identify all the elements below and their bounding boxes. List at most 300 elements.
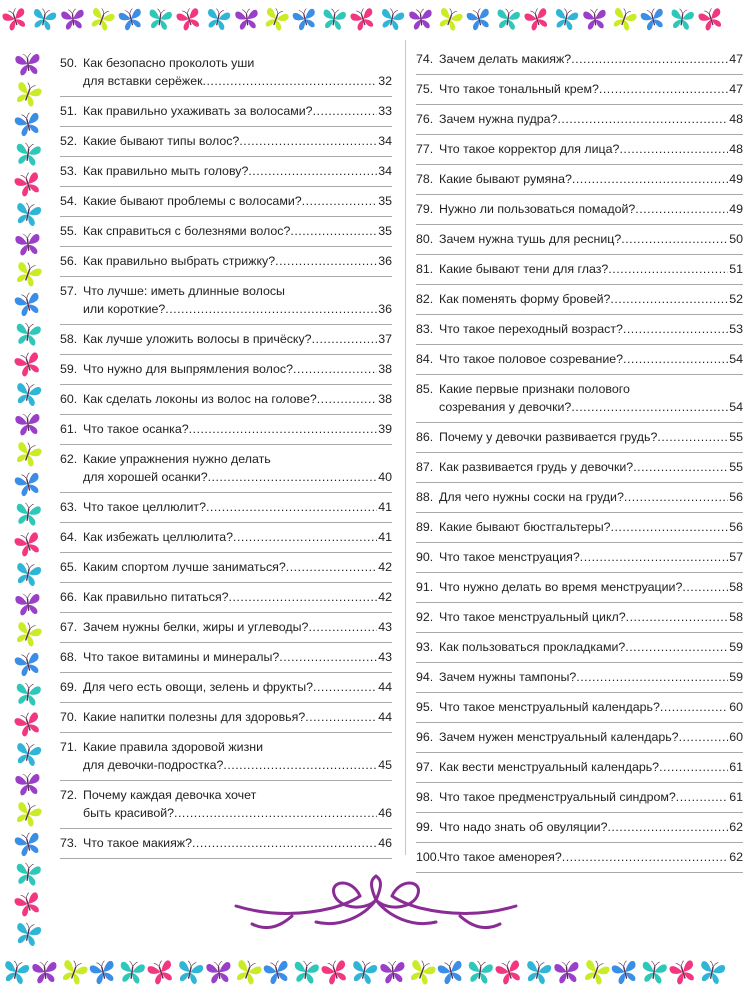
toc-separator [416, 422, 743, 423]
toc-entry [60, 102, 392, 120]
toc-entry-title: Что такое витамины и минералы? [83, 650, 280, 664]
butterfly-icon [204, 957, 235, 988]
toc-entry-number: 52. [60, 134, 78, 148]
toc-entry-title: Что такое осанка? [83, 422, 189, 436]
toc-entry [60, 648, 392, 666]
toc-entry-title: Какие бывают проблемы с волосами? [83, 194, 302, 208]
butterfly-icon [13, 409, 44, 440]
toc-entry-line [60, 738, 392, 756]
toc-dot-leader [660, 698, 728, 716]
butterfly-icon [581, 5, 610, 34]
butterfly-icon [203, 4, 234, 35]
butterfly-icon [10, 526, 45, 561]
toc-entry-title: Что такое менструальный календарь? [439, 700, 660, 714]
toc-entry-number: 85. [416, 382, 434, 396]
toc-separator [416, 512, 743, 513]
toc-entry-number: 50. [60, 56, 78, 70]
butterfly-icon [10, 346, 45, 381]
toc-entry-page: 49 [729, 172, 743, 186]
toc-dot-leader [208, 468, 378, 486]
toc-entry-number: 88. [416, 490, 434, 504]
butterfly-icon [347, 3, 380, 36]
toc-entry-number: 76. [416, 112, 434, 126]
butterfly-icon [552, 957, 583, 988]
butterfly-icon [637, 3, 669, 35]
toc-separator [416, 752, 743, 753]
toc-entry-number: 89. [416, 520, 434, 534]
toc-entry-page: 47 [729, 82, 743, 96]
toc-entry-page: 41 [378, 530, 392, 544]
toc-entry-line [60, 786, 392, 804]
toc-dot-leader [233, 528, 377, 546]
toc-separator [416, 374, 743, 375]
toc-entry-number: 82. [416, 292, 434, 306]
butterfly-icon [10, 166, 45, 201]
toc-separator [60, 522, 392, 523]
toc-entry-number: 53. [60, 164, 78, 178]
toc-dot-leader [248, 162, 377, 180]
toc-dot-leader [623, 320, 728, 338]
toc-entry-line [416, 140, 743, 158]
toc-entry-line [416, 728, 743, 746]
toc-dot-leader [633, 458, 728, 476]
toc-dot-leader [624, 488, 728, 506]
toc-dot-leader [305, 708, 377, 726]
toc-entry-number: 77. [416, 142, 434, 156]
toc-entry-line [60, 678, 392, 696]
toc-entry [60, 132, 392, 150]
butterfly-icon [11, 287, 45, 321]
toc-entry-title: Что такое менструальный цикл? [439, 610, 626, 624]
toc-entry [416, 608, 743, 626]
toc-entry [60, 450, 392, 486]
toc-separator [60, 354, 392, 355]
toc-entry-line [416, 398, 743, 416]
toc-dot-leader [239, 132, 377, 150]
toc-dot-leader [229, 588, 378, 606]
butterfly-icon [173, 955, 206, 988]
butterfly-icon [12, 498, 44, 530]
toc-entry-line [60, 528, 392, 546]
toc-entry-line [416, 608, 743, 626]
toc-entry-line [60, 588, 392, 606]
toc-entry-number: 59. [60, 362, 78, 376]
toc-entry-line [60, 756, 392, 774]
toc-entry-number: 91. [416, 580, 434, 594]
toc-entry-number: 99. [416, 820, 434, 834]
toc-entry-page: 61 [729, 760, 743, 774]
toc-entry-page: 46 [378, 836, 392, 850]
butterfly-icon [464, 956, 496, 988]
toc-entry-title: Что такое целлюлит? [83, 500, 206, 514]
toc-entry-title: Какие правила здоровой жизни [83, 740, 264, 754]
toc-entry-title: Какие упражнения нужно делать [83, 452, 271, 466]
butterfly-icon [551, 4, 582, 35]
toc-dot-leader [576, 668, 728, 686]
butterfly-icon [233, 5, 262, 34]
toc-entry-number: 54. [60, 194, 78, 208]
toc-entry-title: Что надо знать об овуляции? [439, 820, 608, 834]
butterfly-icon [695, 955, 728, 988]
butterfly-icon [290, 956, 322, 988]
butterfly-icon [0, 3, 31, 36]
toc-entry-line [416, 290, 743, 308]
toc-entry-line [60, 54, 392, 72]
toc-entry-line [416, 428, 743, 446]
toc-entry-title: Что такое аменорея? [439, 850, 562, 864]
toc-dot-leader [312, 330, 378, 348]
butterfly-icon [433, 2, 466, 35]
toc-entry-title: Как правильно питаться? [83, 590, 229, 604]
toc-entry-line [416, 320, 743, 338]
toc-entry-line [416, 638, 743, 656]
butterfly-icon [695, 3, 728, 36]
toc-entry-page: 35 [378, 194, 392, 208]
toc-separator [416, 224, 743, 225]
toc-entry-title: Как пользоваться прокладками? [439, 640, 626, 654]
toc-separator [60, 828, 392, 829]
butterfly-icon [289, 3, 321, 35]
toc-entry-line [60, 192, 392, 210]
butterfly-icon [11, 377, 44, 410]
toc-entry-number: 74. [416, 52, 434, 66]
toc-entry-number: 92. [416, 610, 434, 624]
toc-separator [416, 722, 743, 723]
toc-entry-title: Что такое макияж? [83, 836, 192, 850]
toc-entry-title: Как развивается грудь у девочки? [439, 460, 634, 474]
toc-entry-title: Как поменять форму бровей? [439, 292, 611, 306]
toc-dot-leader [608, 260, 728, 278]
butterfly-icon [259, 2, 292, 35]
toc-entry [416, 578, 743, 596]
toc-separator [60, 384, 392, 385]
toc-entry [60, 834, 392, 852]
toc-entry-line [416, 548, 743, 566]
toc-dot-leader [223, 756, 377, 774]
toc-separator [60, 858, 392, 859]
toc-dot-leader [635, 200, 728, 218]
toc-entry-title: Как правильно мыть голову? [83, 164, 249, 178]
toc-entry-line [60, 708, 392, 726]
butterfly-icon [13, 229, 44, 260]
toc-entry-line [60, 558, 392, 576]
toc-entry-page: 59 [729, 670, 743, 684]
toc-entry-title: Нужно ли пользоваться помадой? [439, 202, 636, 216]
toc-entry [416, 260, 743, 278]
toc-dot-leader [192, 834, 377, 852]
toc-entry-line [60, 162, 392, 180]
toc-separator [60, 246, 392, 247]
toc-entry [416, 548, 743, 566]
toc-entry-page: 53 [729, 322, 743, 336]
toc-entry-number: 62. [60, 452, 78, 466]
butterfly-icon [230, 954, 266, 990]
toc-entry [60, 708, 392, 726]
toc-separator [60, 216, 392, 217]
toc-entry-line [416, 848, 743, 866]
toc-separator [60, 780, 392, 781]
toc-entry-number: 56. [60, 254, 78, 268]
toc-entry-title: Почему каждая девочка хочет [83, 788, 257, 802]
butterfly-icon [521, 3, 554, 36]
toc-entry [416, 638, 743, 656]
toc-entry-page: 47 [729, 52, 743, 66]
toc-entry [416, 698, 743, 716]
toc-entry-title: Что такое переходный возраст? [439, 322, 623, 336]
toc-entry-line [60, 222, 392, 240]
toc-entry-number: 80. [416, 232, 434, 246]
butterfly-icon [404, 954, 440, 990]
toc-entry-line [60, 72, 392, 90]
butterfly-icon [115, 3, 147, 35]
toc-dot-leader [621, 230, 728, 248]
toc-entry-line [416, 488, 743, 506]
toc-separator [416, 284, 743, 285]
toc-entry-number: 69. [60, 680, 78, 694]
toc-separator [416, 812, 743, 813]
toc-entry-number: 98. [416, 790, 434, 804]
butterfly-icon [260, 955, 294, 989]
toc-entry-line [416, 518, 743, 536]
toc-dot-leader [623, 350, 728, 368]
toc-entry-line [60, 450, 392, 468]
toc-entry-line [416, 578, 743, 596]
toc-entry-page: 62 [729, 850, 743, 864]
toc-entry-title: Какие бывают типы волос? [83, 134, 240, 148]
toc-separator [60, 732, 392, 733]
toc-entry-title: Что такое корректор для лица? [439, 142, 620, 156]
butterfly-icon [319, 4, 348, 33]
toc-entry-line [60, 300, 392, 318]
butterfly-icon [12, 318, 44, 350]
butterfly-icon [11, 827, 45, 861]
toc-entry-page: 54 [729, 400, 743, 414]
butterfly-icon [11, 467, 45, 501]
toc-separator [60, 582, 392, 583]
toc-entry-page: 54 [729, 352, 743, 366]
butterfly-icon [0, 955, 33, 988]
toc-entry [60, 360, 392, 378]
toc-entry-page: 61 [729, 790, 743, 804]
toc-entry [60, 558, 392, 576]
toc-entry-number: 68. [60, 650, 78, 664]
toc-entry-line [416, 698, 743, 716]
toc-entry-title: Что нужно для выпрямления волос? [83, 362, 294, 376]
toc-entry-title: для хорошей осанки? [83, 470, 208, 484]
toc-entry-number: 57. [60, 284, 78, 298]
toc-entry-title: Как правильно выбрать стрижку? [83, 254, 276, 268]
toc-entry-page: 48 [729, 142, 743, 156]
toc-separator [416, 104, 743, 105]
toc-dot-leader [676, 788, 728, 806]
toc-entry-line [60, 282, 392, 300]
butterfly-icon [12, 858, 44, 890]
toc-entry-number: 97. [416, 760, 434, 774]
butterfly-icon [143, 954, 178, 989]
toc-entry-line [416, 80, 743, 98]
butterfly-icon [578, 954, 614, 990]
toc-separator [416, 602, 743, 603]
butterfly-icon [434, 955, 468, 989]
toc-entry [60, 678, 392, 696]
toc-entry-title: Какие бывают румяна? [439, 172, 572, 186]
toc-entry-number: 55. [60, 224, 78, 238]
toc-entry-title: или короткие? [83, 302, 166, 316]
toc-entry-line [60, 804, 392, 822]
toc-entry-page: 35 [378, 224, 392, 238]
toc-entry-line [416, 170, 743, 188]
toc-dot-leader [682, 578, 728, 596]
butterfly-icon [407, 5, 436, 34]
toc-entry-line [416, 668, 743, 686]
toc-entry-page: 38 [378, 362, 392, 376]
butterfly-icon [607, 2, 640, 35]
toc-entry-number: 81. [416, 262, 434, 276]
toc-entry-line [416, 110, 743, 128]
toc-entry-number: 61. [60, 422, 78, 436]
toc-entry [60, 54, 392, 90]
toc-dot-leader [619, 140, 728, 158]
butterfly-icon [608, 955, 642, 989]
toc-entry-number: 60. [60, 392, 78, 406]
toc-entry-line [416, 458, 743, 476]
butterfly-icon [463, 3, 495, 35]
toc-separator [416, 542, 743, 543]
toc-entry-title: Какие напитки полезны для здоровья? [83, 710, 306, 724]
toc-dot-leader [571, 398, 728, 416]
toc-entry-number: 71. [60, 740, 78, 754]
toc-entry [60, 282, 392, 318]
toc-entry-page: 44 [378, 680, 392, 694]
butterfly-icon [10, 436, 46, 472]
butterfly-icon [116, 956, 148, 988]
toc-entry [416, 818, 743, 836]
butterfly-icon [173, 3, 206, 36]
butterfly-icon [10, 796, 46, 832]
toc-entry-page: 49 [729, 202, 743, 216]
toc-entry-title: быть красивой? [83, 806, 175, 820]
toc-separator [60, 324, 392, 325]
toc-dot-leader [599, 80, 728, 98]
toc-entry [60, 528, 392, 546]
toc-entry-title: Какие бывают тени для глаз? [439, 262, 609, 276]
toc-entry-number: 83. [416, 322, 434, 336]
toc-entry-number: 64. [60, 530, 78, 544]
toc-dot-leader [659, 758, 728, 776]
butterfly-icon [11, 197, 44, 230]
toc-separator [60, 444, 392, 445]
toc-dot-leader [572, 170, 728, 188]
toc-dot-leader [562, 848, 728, 866]
toc-entry [60, 222, 392, 240]
butterfly-icon [12, 138, 44, 170]
toc-entry-title: Какие бывают бюстгальтеры? [439, 520, 611, 534]
toc-entry [416, 758, 743, 776]
toc-entry-page: 57 [729, 550, 743, 564]
toc-entry-line [416, 758, 743, 776]
toc-entry-page: 55 [729, 430, 743, 444]
butterfly-icon [10, 616, 46, 652]
toc-entry-page: 34 [378, 134, 392, 148]
toc-separator [416, 692, 743, 693]
toc-entry-number: 67. [60, 620, 78, 634]
toc-dot-leader [610, 290, 728, 308]
toc-entry-title: Как сделать локоны из волос на голове? [83, 392, 317, 406]
toc-entry [416, 848, 743, 866]
toc-entry-title: Что такое половое созревание? [439, 352, 624, 366]
toc-entry-page: 46 [378, 806, 392, 820]
butterfly-icon [10, 706, 45, 741]
toc-entry-page: 62 [729, 820, 743, 834]
toc-entry-line [416, 200, 743, 218]
toc-separator [60, 96, 392, 97]
butterfly-icon [493, 4, 522, 33]
toc-entry-page: 42 [378, 560, 392, 574]
toc-entry-page: 41 [378, 500, 392, 514]
toc-separator [416, 482, 743, 483]
butterfly-icon [29, 4, 60, 35]
toc-entry [416, 80, 743, 98]
toc-entry-title: для вставки серёжек [83, 74, 203, 88]
toc-separator [60, 702, 392, 703]
toc-entry [416, 380, 743, 416]
toc-entry-title: Что такое тональный крем? [439, 82, 599, 96]
butterfly-icon [30, 957, 61, 988]
toc-dot-leader [625, 638, 728, 656]
toc-entry [416, 200, 743, 218]
toc-entry-title: Как справиться с болезнями волос? [83, 224, 291, 238]
toc-separator [60, 552, 392, 553]
toc-entry-title: Зачем нужны белки, жиры и углеводы? [83, 620, 309, 634]
toc-dot-leader [290, 222, 377, 240]
toc-dot-leader [313, 678, 377, 696]
butterfly-icon [377, 4, 408, 35]
swirl-ornament-icon [232, 872, 520, 942]
toc-entry-page: 50 [729, 232, 743, 246]
butterfly-icon [667, 4, 696, 33]
toc-entry [60, 738, 392, 774]
toc-entry-page: 43 [378, 650, 392, 664]
butterfly-icon [11, 737, 44, 770]
toc-separator [60, 126, 392, 127]
toc-separator [416, 452, 743, 453]
toc-separator [60, 276, 392, 277]
toc-separator [60, 186, 392, 187]
toc-entry-line [416, 788, 743, 806]
butterfly-icon [145, 4, 174, 33]
toc-entry-number: 73. [60, 836, 78, 850]
toc-dot-leader [203, 72, 378, 90]
toc-entry-line [60, 834, 392, 852]
butterfly-icon [665, 954, 700, 989]
toc-entry-title: Каким спортом лучше заниматься? [83, 560, 286, 574]
toc-entry-title: Как вести менструальный календарь? [439, 760, 660, 774]
toc-separator [60, 642, 392, 643]
toc-entry-line [60, 390, 392, 408]
butterfly-icon [10, 256, 46, 292]
toc-dot-leader [189, 420, 378, 438]
butterfly-icon [13, 589, 44, 620]
toc-entry-title: Зачем делать макияж? [439, 52, 572, 66]
toc-entry-page: 55 [729, 460, 743, 474]
toc-separator [416, 134, 743, 135]
toc-entry-title: для девочки-подростка? [83, 758, 224, 772]
toc-entry-line [60, 102, 392, 120]
toc-entry-page: 36 [378, 302, 392, 316]
toc-separator [60, 414, 392, 415]
toc-separator [416, 842, 743, 843]
butterfly-icon [347, 955, 380, 988]
